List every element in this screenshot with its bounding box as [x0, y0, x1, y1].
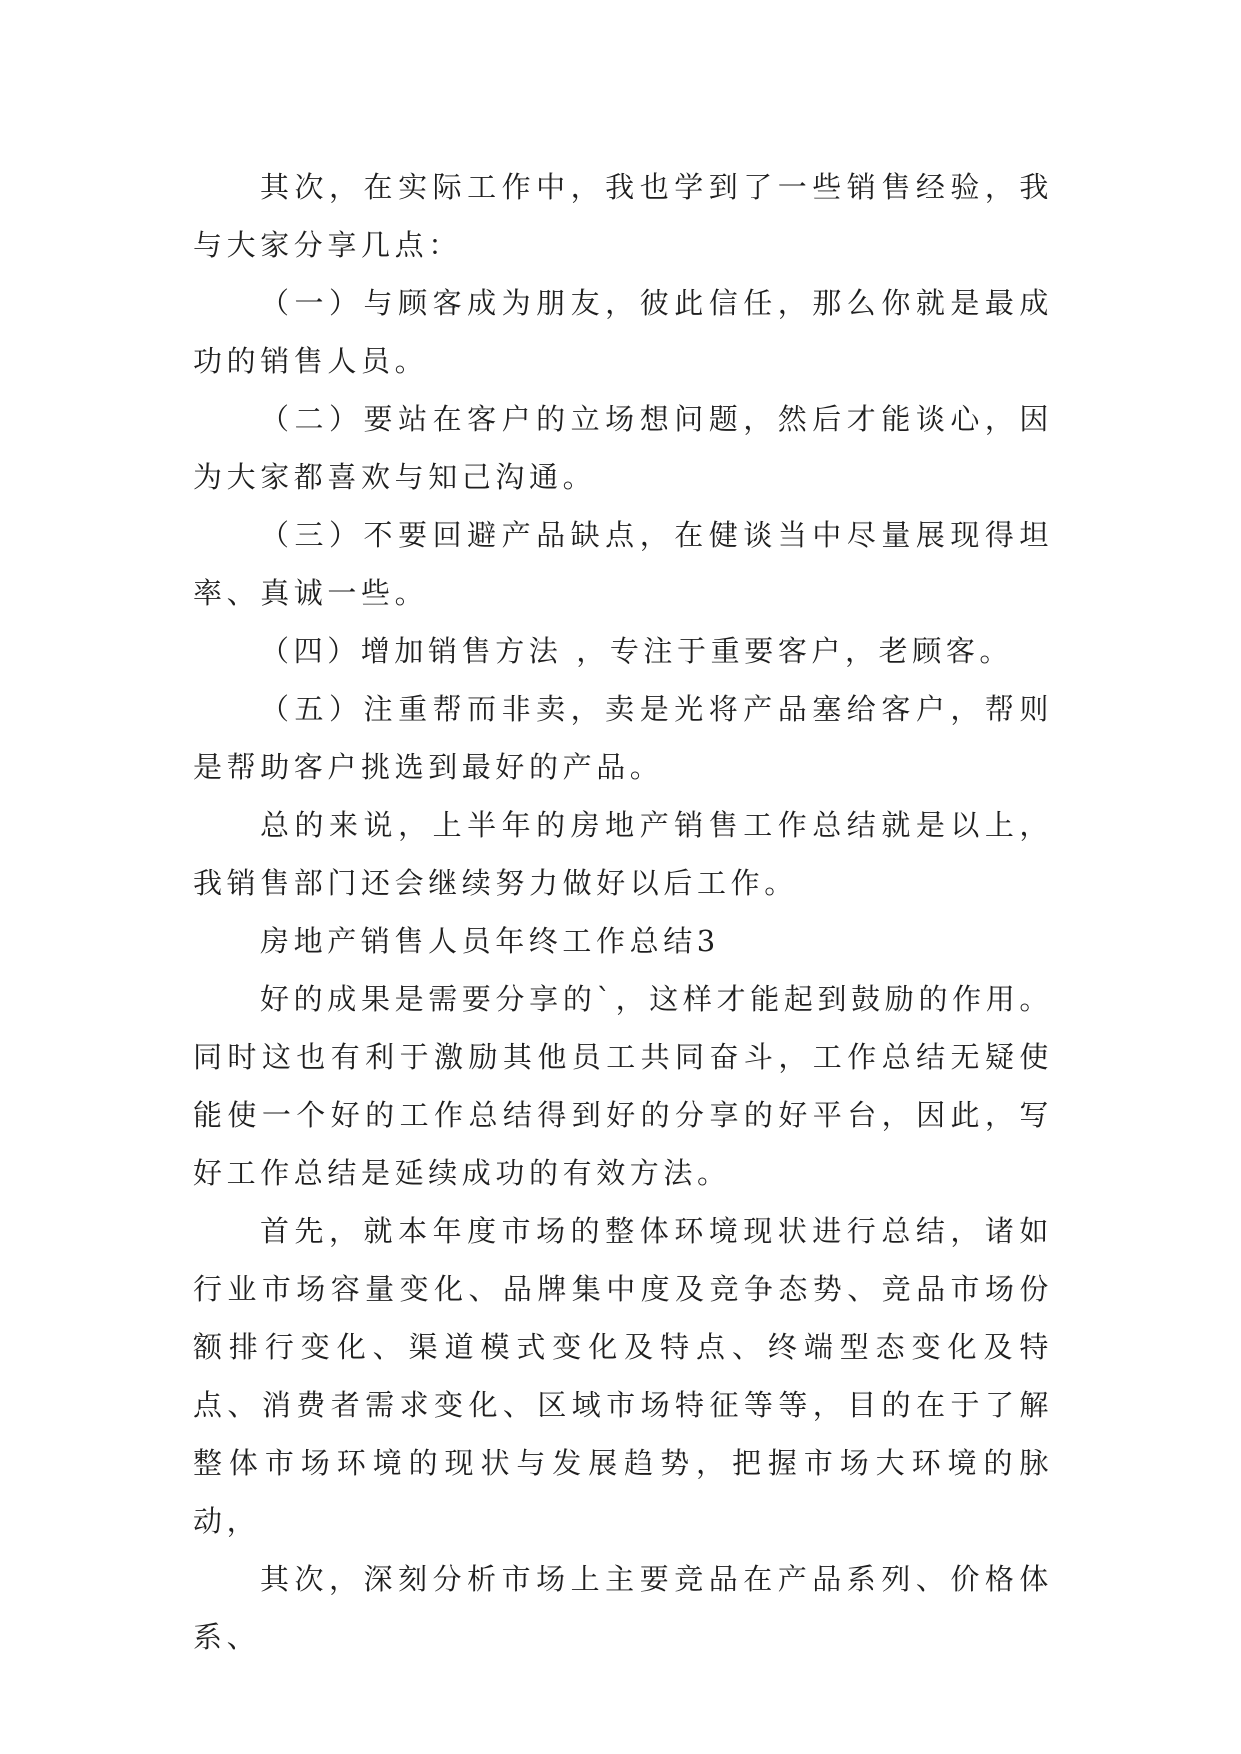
document-body: [193, 158, 1053, 1666]
paragraph-summary: 总的来说，上半年的房地产销售工作总结就是以上，我销售部门还会继续努力做好以后工作。: [193, 808, 1053, 900]
paragraph-sharing-results: 好的成果是需要分享的`，这样才能起到鼓励的作用。同时这也有利于激励其他员工共同奋斗，工作总结无疑使能使一个好的工作总结得到好的分享的好平台，因此，写好工作总结是延续成功的有效方法。: [193, 982, 1053, 1190]
paragraph-market-environment: 首先，就本年度市场的整体环境现状进行总结，诸如行业市场容量变化、品牌集中度及竞争态势、竞品市场份额排行变化、渠道模式变化及特点、终端型态变化及特点、消费者需求变化、区域市场特征等等，目的在于了解整体市场环境的现状与发展趋势，把握市场大环境的脉动，: [193, 1214, 1053, 1538]
section-heading: 房地产销售人员年终工作总结3: [260, 924, 720, 958]
paragraph-point-5: （五）注重帮而非卖，卖是光将产品塞给客户，帮则是帮助客户挑选到最好的产品。: [193, 692, 1053, 784]
paragraph-point-4: （四）增加销售方法 ，专注于重要客户，老顾客。: [260, 634, 1014, 668]
paragraph-point-2: （二）要站在客户的立场想问题，然后才能谈心，因为大家都喜欢与知己沟通。: [193, 402, 1053, 494]
paragraph-sales-experience-intro: 其次，在实际工作中，我也学到了一些销售经验，我与大家分享几点：: [193, 170, 1053, 262]
paragraph-point-1: （一）与顾客成为朋友，彼此信任，那么你就是最成功的销售人员。: [193, 286, 1053, 378]
paragraph-competitor-analysis: 其次，深刻分析市场上主要竞品在产品系列、价格体系、: [193, 1562, 1053, 1654]
paragraph-point-3: （三）不要回避产品缺点，在健谈当中尽量展现得坦率、真诚一些。: [193, 518, 1053, 610]
